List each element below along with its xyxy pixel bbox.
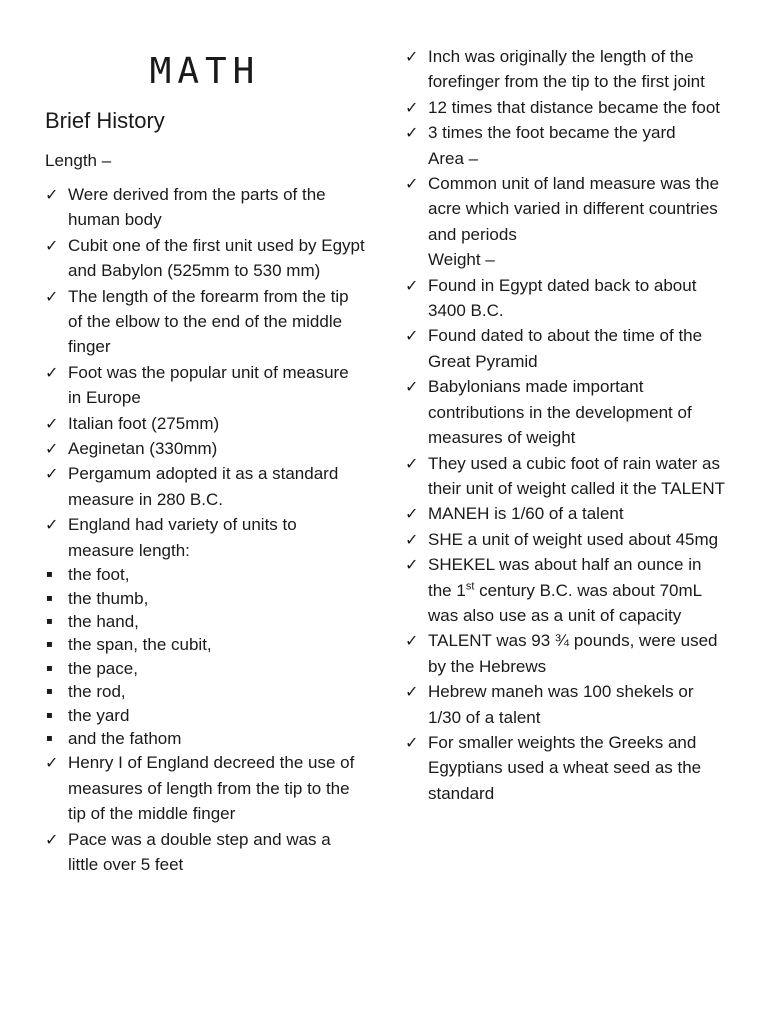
list-item xyxy=(405,527,727,552)
item-text: The length of the forearm from the tip of the elbow to the end of the middle finger xyxy=(68,286,349,357)
item-text: TALENT was 93 ¾ pounds, were used by the Hebrews xyxy=(428,631,718,676)
item-text: and the fathom xyxy=(68,728,182,748)
item-text: the hand, xyxy=(68,611,139,631)
checkmark-icon: ✓ xyxy=(405,97,419,117)
checkmark-icon: ✓ xyxy=(405,504,419,524)
checkmark-icon: ✓ xyxy=(45,362,59,382)
square-bullet-icon: ▪ xyxy=(46,569,53,581)
list-item xyxy=(405,374,727,450)
item-text: Hebrew maneh was 100 shekels or 1/30 of a talent xyxy=(428,682,694,727)
square-bullet-icon: ▪ xyxy=(46,686,53,698)
list-item xyxy=(45,360,365,411)
square-bullet-icon: ▪ xyxy=(46,732,53,744)
item-text: Area – xyxy=(428,148,479,168)
checkmark-icon: ✓ xyxy=(405,555,419,575)
item-text: the span, the cubit, xyxy=(68,635,212,655)
checkmark-icon: ✓ xyxy=(45,235,59,255)
list-item xyxy=(45,587,365,610)
item-text: For smaller weights the Greeks and Egyptians used a wheat seed as the standard xyxy=(428,732,702,803)
item-text: Were derived from the parts of the human body xyxy=(68,185,326,230)
item-text: Common unit of land measure was the acre which varied in different countries and periods xyxy=(428,174,720,244)
item-text: England had variety of units to measure length: xyxy=(68,515,297,560)
checkmark-icon: ✓ xyxy=(405,529,419,549)
page-title: MATH xyxy=(149,51,261,92)
checkmark-icon: ✓ xyxy=(405,732,419,752)
item-text: the rod, xyxy=(68,682,126,702)
checkmark-icon: ✓ xyxy=(45,464,59,484)
list-item xyxy=(45,657,365,680)
item-text: Foot was the popular unit of measure in Europe xyxy=(68,362,349,408)
list-item xyxy=(45,436,365,461)
item-text: Aeginetan (330mm) xyxy=(68,439,218,459)
list-item xyxy=(45,233,365,284)
checkmark-icon: ✓ xyxy=(45,286,59,306)
list-item xyxy=(45,610,365,633)
checkmark-icon: ✓ xyxy=(405,174,419,194)
checkmark-icon: ✓ xyxy=(405,631,419,651)
list-item xyxy=(405,679,727,730)
square-bullet-icon: ▪ xyxy=(46,709,53,721)
list-item xyxy=(45,411,365,436)
item-text: Found dated to about the time of the Great Pyramid xyxy=(428,326,703,371)
checkmark-icon: ✓ xyxy=(405,326,419,346)
item-text: SHE a unit of weight used about 45mg xyxy=(428,529,719,549)
item-text-continued: century B.C. was about 70mL was also use as a unit of capacity xyxy=(428,580,702,625)
checkmark-icon: ✓ xyxy=(405,377,419,397)
list-item xyxy=(45,182,365,233)
square-bullet-icon: ▪ xyxy=(46,592,53,604)
item-text: the thumb, xyxy=(68,588,149,608)
list-item xyxy=(405,44,727,95)
list-item xyxy=(45,827,365,878)
list-item xyxy=(45,727,365,750)
item-text: Henry I of England decreed the use of measures of length from the tip to the tip of the middle finger xyxy=(68,753,355,824)
item-text: Pace was a double step and was a little over 5 feet xyxy=(68,829,331,874)
list-item xyxy=(45,512,365,563)
checkmark-icon: ✓ xyxy=(45,413,59,433)
square-bullet-icon: ▪ xyxy=(46,639,53,651)
list-item xyxy=(405,730,727,806)
item-text: Italian foot (275mm) xyxy=(68,413,220,433)
item-text: Pergamum adopted it as a standard measure in 280 B.C. xyxy=(68,464,339,509)
list-item xyxy=(45,750,365,826)
checkmark-icon: ✓ xyxy=(45,753,59,773)
checkmark-icon: ✓ xyxy=(405,453,419,473)
item-text: They used a cubic foot of rain water as their unit of weight called it the TALENT xyxy=(428,453,726,498)
item-text: the pace, xyxy=(68,658,138,678)
item-text: the foot, xyxy=(68,565,130,585)
square-bullet-icon: ▪ xyxy=(46,615,53,627)
checkmark-icon: ✓ xyxy=(45,439,59,459)
item-text: MANEH is 1/60 of a talent xyxy=(428,504,624,524)
checkmark-icon: ✓ xyxy=(405,47,419,66)
checkmark-icon: ✓ xyxy=(45,185,59,204)
item-text: Cubit one of the first unit used by Egypt and Babylon (525mm to 530 mm) xyxy=(68,235,365,281)
item-text: Found in Egypt dated back to about 3400 B.C. xyxy=(428,275,697,321)
right-column xyxy=(405,44,727,806)
measures-list xyxy=(405,44,727,806)
section-label xyxy=(405,247,727,272)
list-item xyxy=(405,628,727,679)
item-text: Inch was originally the length of the forefinger from the tip to the first joint xyxy=(428,47,705,92)
item-text: SHEKEL was about half an ounce in the 1 xyxy=(428,555,702,600)
checkmark-icon: ✓ xyxy=(45,829,59,849)
checkmark-icon: ✓ xyxy=(405,275,419,295)
checkmark-icon: ✓ xyxy=(45,515,59,535)
list-item xyxy=(405,501,727,526)
section-label xyxy=(405,146,727,171)
square-bullet-icon: ▪ xyxy=(46,662,53,674)
list-item xyxy=(45,563,365,586)
ordinal-suffix: st xyxy=(465,579,475,592)
list-item xyxy=(45,704,365,727)
list-item xyxy=(405,323,727,374)
list-item xyxy=(405,451,727,502)
item-text: Weight – xyxy=(428,250,495,270)
list-item xyxy=(405,171,727,247)
length-list xyxy=(45,182,365,877)
list-item xyxy=(45,633,365,656)
list-item xyxy=(405,120,727,145)
item-text: the yard xyxy=(68,705,130,725)
list-item xyxy=(405,552,727,628)
checkmark-icon: ✓ xyxy=(405,123,419,143)
checkmark-icon: ✓ xyxy=(405,682,419,702)
section-heading: Brief History xyxy=(45,108,165,133)
list-item xyxy=(45,680,365,703)
list-item xyxy=(405,95,727,120)
list-item xyxy=(405,273,727,324)
item-text: Babylonians made important contributions in the development of measures of weight xyxy=(428,377,692,448)
length-label: Length – xyxy=(45,151,112,170)
list-item xyxy=(45,284,365,360)
item-text: 3 times the foot became the yard xyxy=(428,123,676,143)
list-item xyxy=(45,461,365,512)
item-text: 12 times that distance became the foot xyxy=(428,97,721,117)
